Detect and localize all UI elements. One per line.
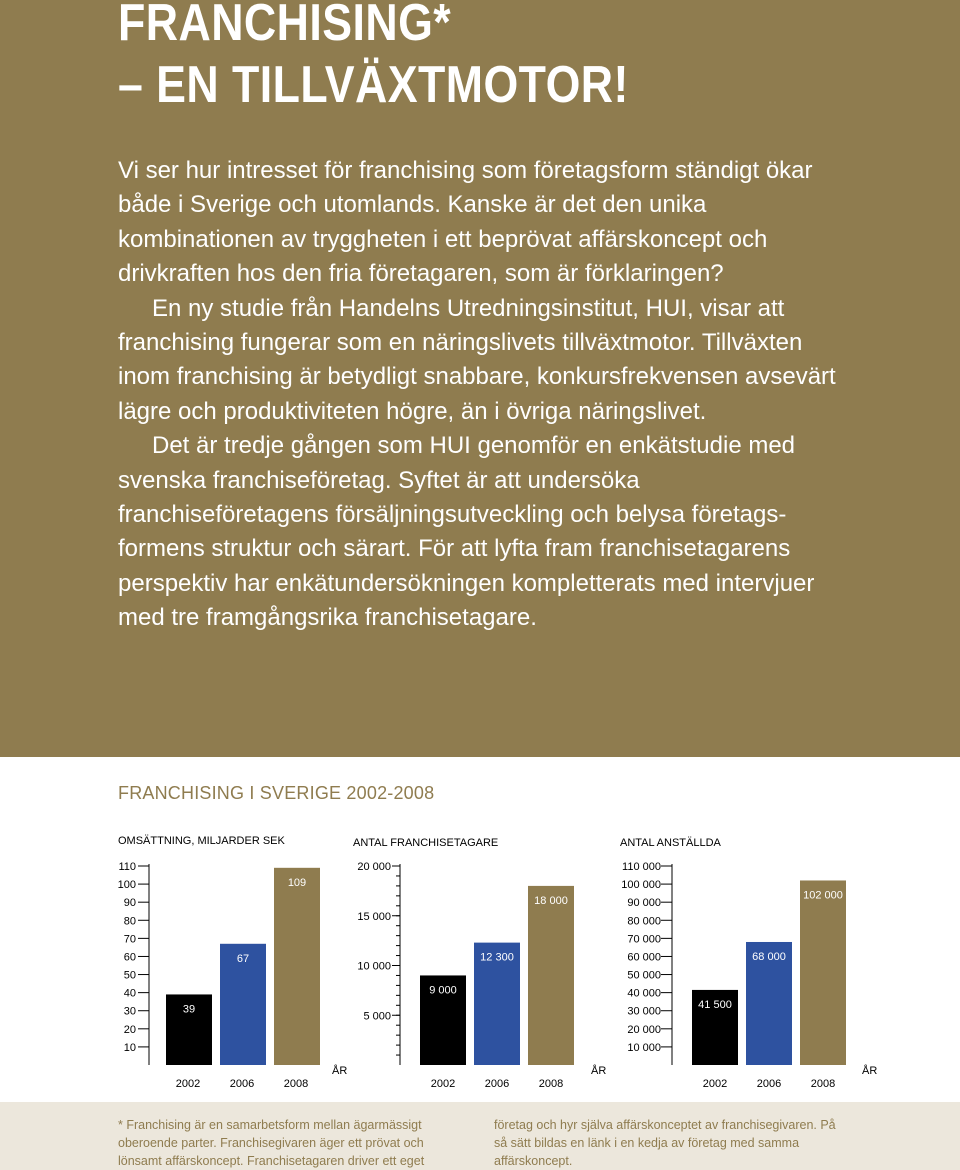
y-tick-label: 30: [123, 1005, 136, 1018]
bar-value-label: 18 000: [534, 894, 568, 907]
intro-paragraph-1: Vi ser hur intresset för franchising som företagsform ständigt ökar både i Sverige och utomlands. Kanske är det den unika kombinationen av tryggheten i ett beprövat affärskoncept och drivkraften hos den fria företagaren, som är förklaringen?: [118, 157, 813, 288]
bar-2008: [800, 880, 846, 1065]
intro-paragraph-3: Det är tredje gången som HUI genomför en enkätstudie med svenska franchiseföretag. Syftet är att undersöka franchiseföretagens försäljningsutveckling och belysa företagsformens struktur och särart. För att lyfta fram franchisetagarens perspektiv har enkätundersökningen kompletterats med intervjuer med tre framgångsrika franchisetagare.: [118, 432, 815, 632]
y-tick-label: 60: [123, 951, 136, 964]
y-tick-label: 30 000: [627, 1005, 661, 1018]
y-tick-label: 50: [123, 969, 136, 982]
y-tick-label: 80: [123, 915, 136, 928]
x-tick-label: 2002: [175, 1078, 201, 1090]
bar-value-label: 41 500: [698, 998, 732, 1011]
y-tick-label: 70 000: [627, 933, 661, 946]
y-tick-label: 90: [123, 897, 136, 910]
y-tick-label: 100: [117, 879, 136, 892]
y-tick-label: 5 000: [363, 1010, 391, 1023]
x-axis-label: ÅR: [332, 1065, 348, 1077]
chart-2: [353, 837, 606, 1090]
y-tick-label: 15 000: [357, 910, 391, 923]
footnote-left: * Franchising är en samarbetsform mellan ägarmässigt oberoende parter. Franchisegivaren äger ett prövat och lönsamt affärskoncept. Franchisetagaren driver ett eget: [118, 1118, 425, 1168]
bar-value-label: 102 000: [803, 889, 843, 902]
charts-area: [0, 820, 960, 1102]
bar-value-label: 39: [182, 1003, 196, 1016]
x-axis-label: ÅR: [591, 1065, 607, 1077]
y-tick-label: 110: [118, 861, 136, 873]
footnote-right: företag och hyr själva affärskonceptet av franchisegivaren. På så sätt bildas en länk i en kedja av företag med samma affärskoncept.: [494, 1118, 836, 1168]
bar-value-label: 67: [236, 952, 250, 965]
y-tick-label: 40 000: [627, 987, 661, 1000]
y-tick-label: 90 000: [627, 897, 661, 910]
chart-title: ANTAL FRANCHISETAGARE: [353, 837, 499, 849]
headline-line-1: FRANCHISING*: [118, 0, 452, 52]
y-tick-label: 50 000: [627, 969, 661, 982]
chart-1: [118, 835, 348, 1090]
bar-value-label: 12 300: [480, 951, 514, 964]
y-tick-label: 100 000: [621, 879, 661, 892]
intro-text: [118, 154, 848, 636]
y-tick-label: 10: [123, 1041, 136, 1054]
y-tick-label: 80 000: [627, 915, 661, 928]
y-tick-label: 20 000: [357, 861, 391, 873]
x-tick-label: 2008: [538, 1078, 564, 1090]
x-axis-label: ÅR: [862, 1065, 878, 1077]
x-tick-label: 2002: [430, 1078, 456, 1090]
y-tick-label: 40: [123, 987, 136, 1000]
x-tick-label: 2008: [283, 1078, 309, 1090]
x-tick-label: 2008: [810, 1078, 836, 1090]
headline: [118, 0, 629, 116]
y-tick-label: 20 000: [627, 1023, 661, 1036]
x-tick-label: 2002: [702, 1078, 728, 1090]
y-tick-label: 20: [123, 1023, 136, 1036]
x-tick-label: 2006: [756, 1078, 782, 1090]
bar-2008: [274, 868, 320, 1065]
chart-3: [620, 837, 877, 1090]
footnote-panel: [0, 1102, 960, 1170]
y-tick-label: 10 000: [357, 960, 391, 973]
intro-paragraph-2: En ny studie från Handelns Utredningsinstitut, HUI, visar att franchising fungerar som en näringslivets tillväxtmotor. Tillväxten inom franchising är betydligt snabbare, konkursfrekvensen avsevärt lägre och produktiviteten högre, än i övriga näringslivet.: [118, 294, 836, 425]
chart-title: OMSÄTTNING, MILJARDER SEK: [118, 835, 285, 847]
y-tick-label: 60 000: [627, 951, 661, 964]
bar-value-label: 68 000: [752, 950, 786, 963]
y-tick-label: 10 000: [627, 1041, 661, 1054]
headline-line-2: – EN TILLVÄXTMOTOR!: [118, 56, 629, 114]
bar-value-label: 109: [287, 876, 307, 889]
bar-value-label: 9 000: [429, 984, 457, 997]
x-tick-label: 2006: [229, 1078, 255, 1090]
bar-2008: [528, 886, 574, 1065]
y-tick-label: 110 000: [622, 861, 661, 873]
y-tick-label: 70: [123, 933, 136, 946]
x-tick-label: 2006: [484, 1078, 510, 1090]
chart-title: ANTAL ANSTÄLLDA: [620, 837, 721, 849]
section-title: FRANCHISING I SVERIGE 2002-2008: [118, 783, 435, 803]
